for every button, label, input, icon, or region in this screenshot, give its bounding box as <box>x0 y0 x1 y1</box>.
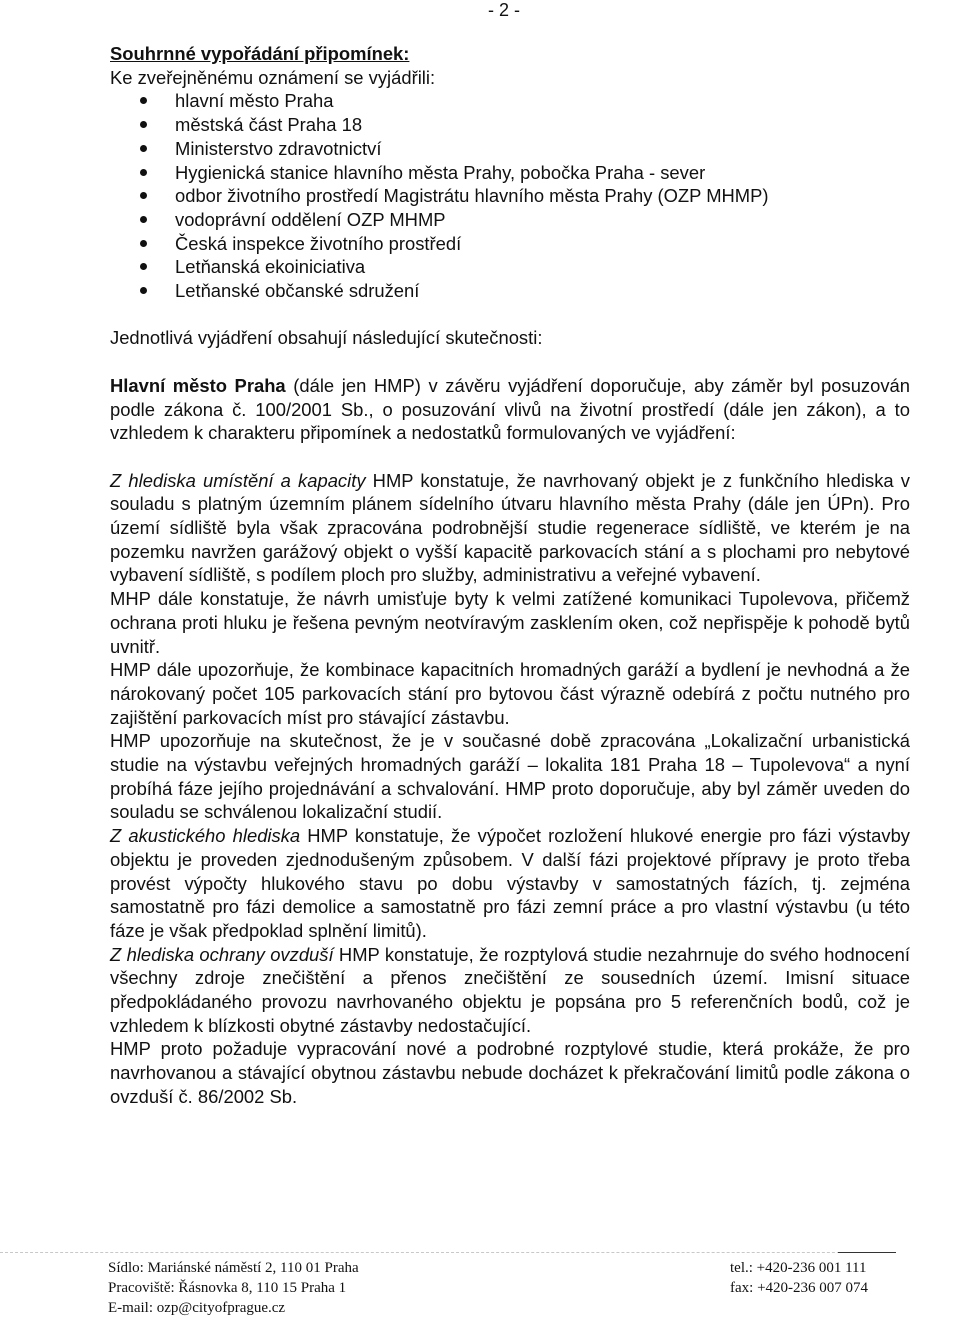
footer-workplace: Pracoviště: Řásnovka 8, 110 15 Praha 1 <box>108 1280 347 1296</box>
require-paragraph: HMP proto požaduje vypracování nové a podrobné rozptylové studie, která prokáže, že pro navrhovanou a stávající obytnou zástavbu nebude docházet k překračování limitů podle zákona o ovzduší č. 86/2002 Sb. <box>110 1038 910 1107</box>
list-item: vodoprávní oddělení OZP MHMP <box>110 208 910 232</box>
list-item: Hygienická stanice hlavního města Prahy, pobočka Praha - sever <box>110 161 910 185</box>
hmp-name: Hlavní město Praha <box>110 374 286 396</box>
bullet-icon <box>140 192 147 199</box>
list-item: Česká inspekce životního prostředí <box>110 232 910 256</box>
location-paragraph: Z hlediska umístění a kapacity HMP konstatuje, že navrhovaný objekt je z funkčního hlediska v souladu s platným územním plánem sídelního útvaru hlavního města Prahy (dále jen ÚPn). Pro území sídliště byla však zpracována podrobnější studie regenerace sídliště, ve kterém je na pozemku navržen garážový objekt o vyšší kapacitě parkovacích stání a s plochami pro nebytové vybavení sídliště, s podílem ploch pro služby, administrativu a veřejné vybavení. <box>110 469 910 586</box>
bullet-icon <box>140 97 147 104</box>
bullet-icon <box>140 263 147 270</box>
page-footer <box>0 1258 960 1324</box>
page-number: - 2 - <box>488 0 521 20</box>
footer-fax: fax: +420-236 007 074 <box>730 1280 869 1296</box>
intro-text: Ke zveřejněnému oznámení se vyjádřili: <box>110 66 436 88</box>
list-item: Ministerstvo zdravotnictví <box>110 137 910 161</box>
document-body <box>110 42 910 1109</box>
footer-divider <box>0 1252 880 1253</box>
bullet-icon <box>140 145 147 152</box>
noise-paragraph: MHP dále konstatuje, že návrh umisťuje byty k velmi zatížené komunikaci Tupolevova, přičemž ochrana proti hluku je řešena pevným neotvíravým zasklením oken, což nepřispěje k pohodě bytů uvnitř. <box>110 588 910 657</box>
location-label: Z hlediska umístění a kapacity <box>110 469 366 491</box>
bullet-icon <box>140 216 147 223</box>
list-item: Letňanské občanské sdružení <box>110 279 910 303</box>
facts-intro: Jednotlivá vyjádření obsahují následující skutečnosti: <box>110 327 543 349</box>
list-item: odbor životního prostředí Magistrátu hlavního města Prahy (OZP MHMP) <box>110 184 910 208</box>
footer-contact-right <box>730 1258 868 1298</box>
section-heading: Souhrnné vypořádání připomínek: <box>110 43 410 64</box>
bullet-icon <box>140 287 147 294</box>
list-item: hlavní město Praha <box>110 89 910 113</box>
footer-phone: tel.: +420-236 001 111 <box>730 1260 867 1276</box>
footer-contact-left <box>108 1258 359 1318</box>
bullet-icon <box>140 240 147 247</box>
air-label: Z hlediska ochrany ovzduší <box>110 943 334 965</box>
bullet-icon <box>140 121 147 128</box>
list-item: městská část Praha 18 <box>110 113 910 137</box>
footer-divider-accent <box>838 1252 896 1253</box>
hmp-paragraph: Hlavní město Praha (dále jen HMP) v závěru vyjádření doporučuje, aby záměr byl posuzován podle zákona č. 100/2001 Sb., o posuzování vlivů na životní prostředí (dále jen zákon), a to vzhledem k charakteru připomínek a nedostatků formulovaných ve vyjádření: <box>110 374 910 444</box>
footer-email[interactable]: E-mail: ozp@cityofprague.cz <box>108 1300 286 1316</box>
footer-address: Sídlo: Mariánské náměstí 2, 110 01 Praha <box>108 1260 359 1276</box>
study-paragraph: HMP upozorňuje na skutečnost, že je v současné době zpracována „Lokalizační urbanistická studie na výstavbu veřejných hromadných garáží – lokalita 181 Praha 18 – Tupolevova“ a nyní probíhá fáze jejího projednávání a schvalování. HMP proto doporučuje, aby byl záměr uveden do souladu se schválenou lokalizační studií. <box>110 730 910 823</box>
respondent-list <box>110 89 910 302</box>
acoustic-label: Z akustického hlediska <box>110 825 301 847</box>
list-item: Letňanská ekoiniciativa <box>110 255 910 279</box>
acoustic-paragraph: Z akustického hlediska HMP konstatuje, že výpočet rozložení hlukové energie pro fázi výstavby objektu je proveden zjednodušeným způsobem. V další fázi projektové přípravy je proto třeba provést výpočty hlukového stavu po dobu výstavby v samostatných fázích, tj. zejména samostatně pro fázi demolice a samostatně pro fázi zemní práce a pro vlastní výstavbu (u této fáze je však předpoklad splnění limitů). <box>110 825 910 941</box>
air-paragraph: Z hlediska ochrany ovzduší HMP konstatuje, že rozptylová studie nezahrnuje do svého hodnocení všechny zdroje znečištění a přenos znečištění ze sousedních území. Imisní situace předpokládaného provozu navrhovaného objektu je popsána pro 5 referenčních bodů, což je vzhledem k blízkosti obytné zástavby nedostačující. <box>110 943 910 1036</box>
bullet-icon <box>140 169 147 176</box>
garages-paragraph: HMP dále upozorňuje, že kombinace kapacitních hromadných garáží a bydlení je nevhodná a že nárokovaný počet 105 parkovacích stání pro bytovou část výrazně odebírá z počtu nutného pro zajištění parkovacích míst pro stávající zástavbu. <box>110 659 910 728</box>
